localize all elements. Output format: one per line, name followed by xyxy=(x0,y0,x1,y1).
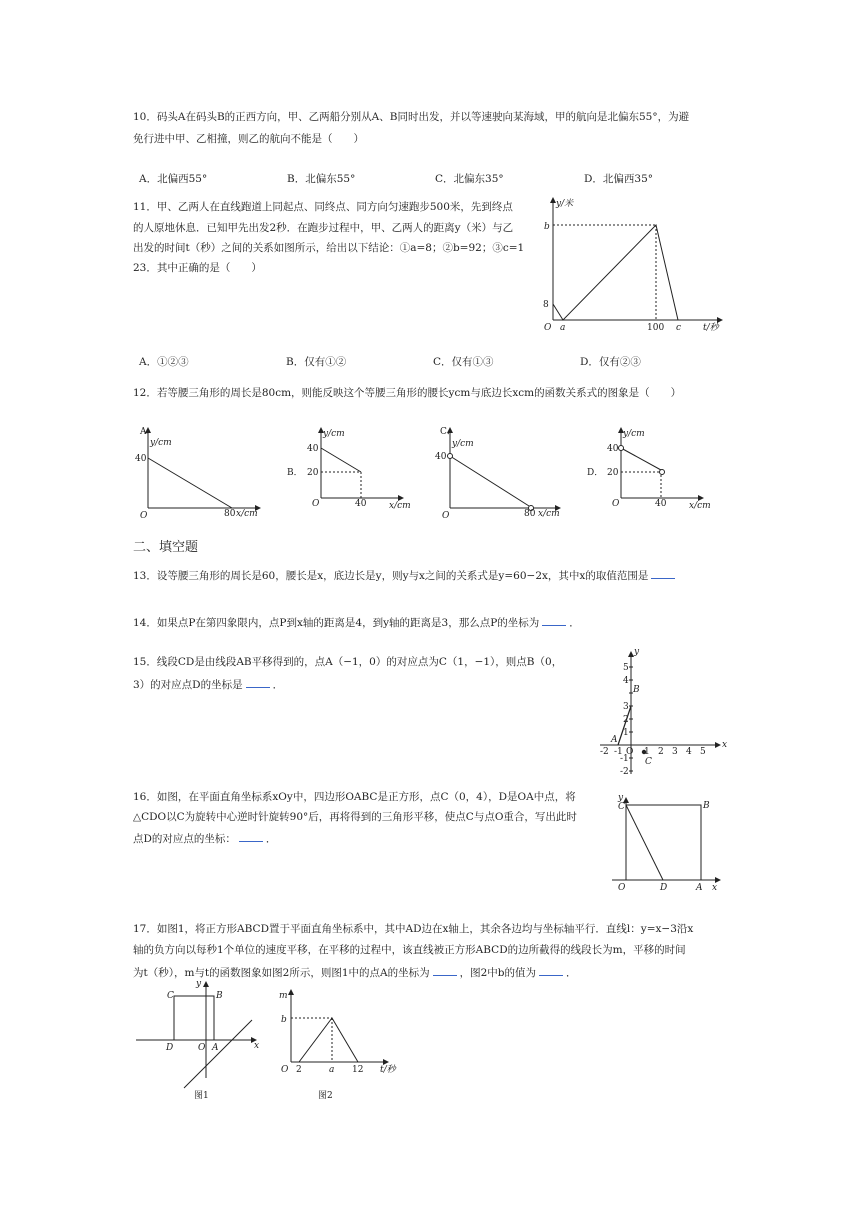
q12-c-ytick: 40 xyxy=(435,452,447,462)
q12-a-xlabel: x/cm xyxy=(236,509,258,519)
q16-line3 xyxy=(133,829,276,847)
q12-b-ytick: 20 xyxy=(307,468,319,478)
q15-x: x xyxy=(722,740,728,750)
q17-fig2-2: 2 xyxy=(296,1065,302,1075)
q17-fig2-m: m xyxy=(279,991,288,1001)
q11-line2: 的人原地休息．已知甲先出发2秒．在跑步过程中，甲、乙两人的距离y（米）与乙 xyxy=(133,222,514,234)
q12-d-ytick-top: 40 xyxy=(607,444,619,454)
q12-d-ylabel: y/cm xyxy=(623,429,645,439)
q12-a-xtick: 80 xyxy=(224,509,236,519)
q17-fig1-y: y xyxy=(196,979,202,989)
q14-blank[interactable] xyxy=(542,613,566,626)
q16-y: y xyxy=(618,793,624,803)
q11-option-c: C．仅有①③ xyxy=(433,356,494,368)
q17-fig1-c: C xyxy=(167,991,174,1001)
q17-fig2-o: O xyxy=(281,1065,289,1075)
q12-c-origin: O xyxy=(442,511,450,521)
q15-xtick-2: 2 xyxy=(658,747,664,757)
q12-b-xlabel: x/cm xyxy=(389,501,411,511)
q17-fig2-t: t/秒 xyxy=(380,1065,396,1075)
q12-b-xtick: 40 xyxy=(355,499,367,509)
q16-label-o: O xyxy=(618,883,626,893)
q16-square xyxy=(626,805,701,880)
q15-ytick-3: 3 xyxy=(623,702,629,712)
q12-c-ylabel: y/cm xyxy=(452,439,474,449)
q17-line3a: 为t（秒），m与t的函数图象如图2所示，则图1中的点A的坐标为 xyxy=(133,967,430,979)
q16-label-b: B xyxy=(703,801,710,811)
q15-ytick-4: 4 xyxy=(623,676,629,686)
q16-blank[interactable] xyxy=(239,829,263,842)
q16-line3-content: 点D的对应点的坐标： xyxy=(133,833,236,845)
q15-xtick-1: 1 xyxy=(644,747,650,757)
q17-fig2 xyxy=(276,986,406,1100)
q12-c-xtick: 80 xyxy=(524,509,536,519)
q11-b-label: b xyxy=(544,222,550,232)
q11-line1: 11．甲、乙两人在直线跑道上同起点、同终点、同方向匀速跑步500米，先到终点 xyxy=(133,201,513,213)
q12-a-ytick: 40 xyxy=(135,454,147,464)
q11-curve xyxy=(553,225,678,320)
q15-graph xyxy=(596,646,726,776)
q15-y: y xyxy=(634,647,640,657)
q17-blank-b[interactable] xyxy=(539,963,563,976)
q10-option-b: B．北偏东55° xyxy=(287,173,356,185)
q10-line1: 10．码头A在码头B的正西方向，甲、乙两船分别从A、B同时出发，并以等速驶向某海域，甲的航向是北偏东55°，为避 xyxy=(133,111,690,123)
q17-fig1-b: B xyxy=(216,991,223,1001)
q17-square xyxy=(174,996,214,1040)
q12-d-origin: O xyxy=(612,499,620,509)
q17-fig2-curve xyxy=(299,1018,358,1062)
q15-end: ． xyxy=(272,679,284,691)
q12-d-letter: D． xyxy=(587,468,604,478)
q12-b-origin: O xyxy=(312,499,320,509)
q17-fig1-d: D xyxy=(166,1043,174,1053)
q17-fig1-caption: 图1 xyxy=(194,1091,209,1101)
q15-xtick-o: O xyxy=(626,747,634,757)
q17-fig1-a: A xyxy=(212,1043,219,1053)
q14-end: ． xyxy=(569,617,580,629)
q17-fig2-b: b xyxy=(281,1015,287,1025)
q10-option-c: C．北偏东35° xyxy=(435,173,504,185)
q13-blank[interactable] xyxy=(651,566,675,579)
q15-xtick-3: 3 xyxy=(672,747,678,757)
q16-label-c: C xyxy=(618,802,625,812)
q15-xtick-m2: -2 xyxy=(600,747,609,757)
q15-ytick-2: 2 xyxy=(623,715,629,725)
q17-fig2-caption: 图2 xyxy=(318,1091,333,1101)
q12-d-ytick: 20 xyxy=(607,468,619,478)
q12-line1: 12．若等腰三角形的周长是80cm，则能反映这个等腰三角形的腰长ycm与底边长xcm的函数关系式的图象是（ ） xyxy=(133,387,682,399)
q11-origin: O xyxy=(544,323,552,333)
q17-line3b: ，图2中b的值为 xyxy=(459,967,536,979)
q13-text-content: 13．设等腰三角形的周长是60，腰长是x，底边长是y，则y与x之间的关系式是y=60−2x，其中x的取值范围是 xyxy=(133,570,649,582)
q12-graph-b xyxy=(285,420,425,520)
q12-graph-d xyxy=(585,420,725,520)
q11-option-a: A．①②③ xyxy=(139,356,189,368)
q12-c-xlabel: x/cm xyxy=(538,509,560,519)
q11-graph xyxy=(536,192,726,342)
q16-graph xyxy=(604,794,729,898)
q17-end: ． xyxy=(566,967,577,979)
q12-b-letter: B． xyxy=(287,468,303,478)
q11-xlabel: t/秒 xyxy=(703,323,719,333)
q15-label-b: B xyxy=(633,685,640,695)
q15-xtick-4: 4 xyxy=(686,747,692,757)
q16-label-d: D xyxy=(660,883,668,893)
q14-text xyxy=(133,613,580,631)
q10-line2: 免行进中甲、乙相撞，则乙的航向不能是（ ） xyxy=(133,133,364,145)
q17-line2: 轴的负方向以每秒1个单位的速度平移，在平移的过程中，该直线被正方形ABCD的边所截得的线段长为m，平移的时间 xyxy=(133,944,686,956)
q16-label-a: A xyxy=(696,883,703,893)
q17-line-l xyxy=(184,1020,252,1088)
q16-x: x xyxy=(712,883,718,893)
q12-graph-c xyxy=(430,420,570,520)
q15-xtick-m1: -1 xyxy=(614,747,623,757)
q11-line3: 出发的时间t（秒）之间的关系如图所示，给出以下结论：①a=8；②b=92；③c=1 xyxy=(133,242,525,254)
q16-segment-cd xyxy=(626,805,663,880)
q15-line2 xyxy=(133,675,283,693)
q13-text xyxy=(133,566,678,584)
q15-line2-content: 3）的对应点D的坐标是 xyxy=(133,679,243,691)
q16-line1: 16．如图，在平面直角坐标系xOy中，四边形OABC是正方形，点C（0，4），D是OA中点，将 xyxy=(133,791,576,803)
section-title: 二、填空题 xyxy=(133,540,199,555)
q15-blank[interactable] xyxy=(246,675,270,688)
q12-d-xlabel: x/cm xyxy=(689,501,711,511)
q11-ylabel: y/米 xyxy=(556,199,574,209)
q17-fig1-x: x xyxy=(254,1041,260,1051)
q16-line2: △CDO以C为旋转中心逆时针旋转90°后，再将得到的三角形平移，使点C与点O重合，写出此时 xyxy=(133,811,577,823)
q11-c-label: c xyxy=(676,323,682,333)
q12-graph-a xyxy=(130,420,270,520)
q12-d-xtick: 40 xyxy=(655,499,667,509)
q11-line4: 23．其中正确的是（ ） xyxy=(133,262,262,274)
q11-a-label: a xyxy=(560,323,566,333)
q17-fig1-o: O xyxy=(198,1043,206,1053)
q17-fig2-12: 12 xyxy=(352,1065,364,1075)
q15-ytick-m1: -1 xyxy=(620,754,629,764)
q17-fig2-a: a xyxy=(329,1065,335,1075)
q15-label-a: A xyxy=(611,735,618,745)
q12-b-ylabel: y/cm xyxy=(323,429,345,439)
q11-option-b: B．仅有①② xyxy=(286,356,347,368)
q12-a-letter: A． xyxy=(140,427,156,437)
q17-fig1 xyxy=(132,978,272,1100)
q15-line1: 15．线段CD是由线段AB平移得到的，点A（−1，0）的对应点为C（1，−1），则点B（0， xyxy=(133,656,563,668)
q11-option-d: D．仅有②③ xyxy=(580,356,641,368)
q12-c-letter: C． xyxy=(440,427,456,437)
q15-ytick-5: 5 xyxy=(623,663,629,673)
q12-a-origin: O xyxy=(140,511,148,521)
q10-option-d: D．北偏西35° xyxy=(584,173,654,185)
q14-text-content: 14．如果点P在第四象限内，点P到x轴的距离是4，到y轴的距离是3，那么点P的坐标为 xyxy=(133,617,540,629)
q11-eight-label: 8 xyxy=(543,300,549,310)
q12-b-ytick-top: 40 xyxy=(307,444,319,454)
q15-ytick-1: 1 xyxy=(623,728,629,738)
q11-100-label: 100 xyxy=(647,323,665,333)
q15-label-c: C xyxy=(645,757,652,767)
q16-end: ． xyxy=(265,833,277,845)
q15-ytick-m2: -2 xyxy=(620,767,629,777)
q10-option-a: A．北偏西55° xyxy=(139,173,208,185)
q15-xtick-5: 5 xyxy=(700,747,706,757)
q17-blank-a[interactable] xyxy=(433,963,457,976)
q17-line1: 17．如图1，将正方形ABCD置于平面直角坐标系中，其中AD边在x轴上，其余各边均与坐标轴平行．直线l：y=x−3沿x xyxy=(133,923,694,935)
q12-a-ylabel: y/cm xyxy=(150,438,172,448)
